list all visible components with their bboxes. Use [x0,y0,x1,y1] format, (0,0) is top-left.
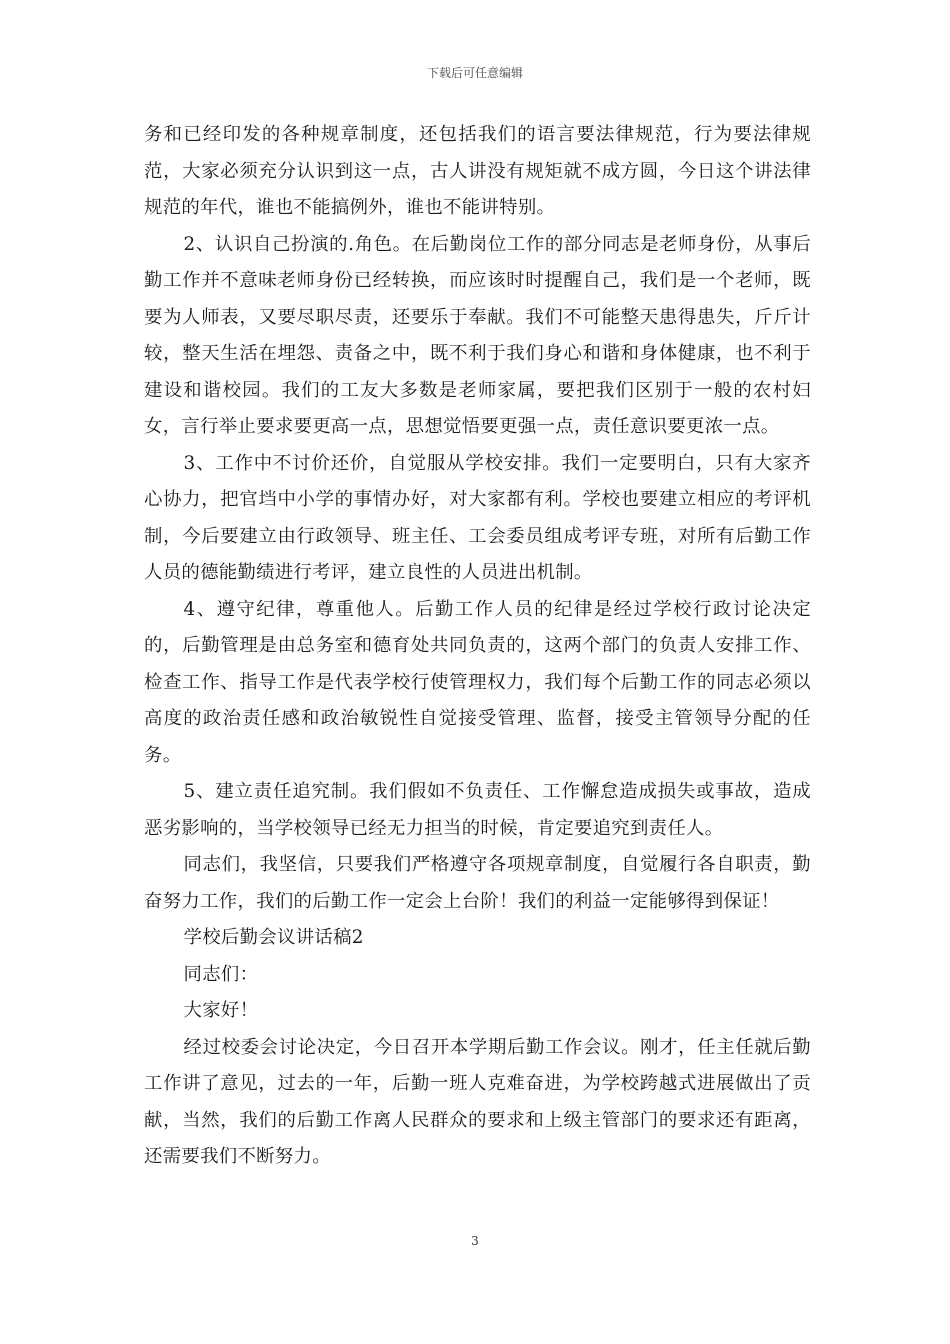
greeting: 大家好！ [183,1000,259,1021]
paragraph-continuation: 务和已经印发的各种规章制度，还包括我们的语言要法律规范，行为要法律规范，大家必须充分认识到这一点，古人讲没有规矩就不成方圆，今日这个讲法律规范的年代，谁也不能搞例外，谁也不能讲特别。 [144,124,811,218]
page-header: 下载后可任意编辑 [426,66,523,80]
paragraph-item-2: 2、认识自己扮演的.角色。在后勤岗位工作的部分同志是老师身份，从事后勤工作并不意味老师身份已经转换，而应该时时提醒自己，我们是一个老师，既要为人师表，又要尽职尽责，还要乐于奉献。我们不可能整天患得患失，斤斤计较，整天生活在埋怨、责备之中，既不利于我们身心和谐和身体健康，也不利于建设和谐校园。我们的工友大多数是老师家属，要把我们区别于一般的农村妇女，言行举止要求要更高一点，思想觉悟要更强一点，责任意识要更浓一点。 [144,233,811,437]
paragraph-intro: 经过校委会讨论决定，今日召开本学期后勤工作会议。刚才，任主任就后勤工作讲了意见，过去的一年，后勤一班人克难奋进，为学校跨越式进展做出了贡献，当然，我们的后勤工作离人民群众的要求和上级主管部门的要求还有距离，还需要我们不断努力。 [144,1036,811,1167]
paragraph-item-3: 3、工作中不讨价还价，自觉服从学校安排。我们一定要明白，只有大家齐心协力，把官垱中小学的事情办好，对大家都有利。学校也要建立相应的考评机制，今后要建立由行政领导、班主任、工会委员组成考评专班，对所有后勤工作人员的德能勤绩进行考评，建立良性的人员进出机制。 [144,452,811,583]
section-title: 学校后勤会议讲话稿2 [183,927,364,948]
document-body [144,117,811,1176]
salutation: 同志们： [183,963,259,985]
paragraph-item-4: 4、遵守纪律，尊重他人。后勤工作人员的纪律是经过学校行政讨论决定的，后勤管理是由总务室和德育处共同负责的，这两个部门的负责人安排工作、检查工作、指导工作是代表学校行使管理权力，我们每个后勤工作的同志必须以高度的政治责任感和政治敏锐性自觉接受管理、监督，接受主管领导分配的任务。 [144,598,811,766]
page-number: 3 [471,1234,479,1248]
paragraph-item-5: 5、建立责任追究制。我们假如不负责任、工作懈怠造成损失或事故，造成恶劣影响的，当学校领导已经无力担当的时候，肯定要追究到责任人。 [144,781,811,839]
paragraph-closing: 同志们，我坚信，只要我们严格遵守各项规章制度，自觉履行各自职责，勤奋努力工作，我们的后勤工作一定会上台阶！我们的利益一定能够得到保证！ [144,854,811,912]
